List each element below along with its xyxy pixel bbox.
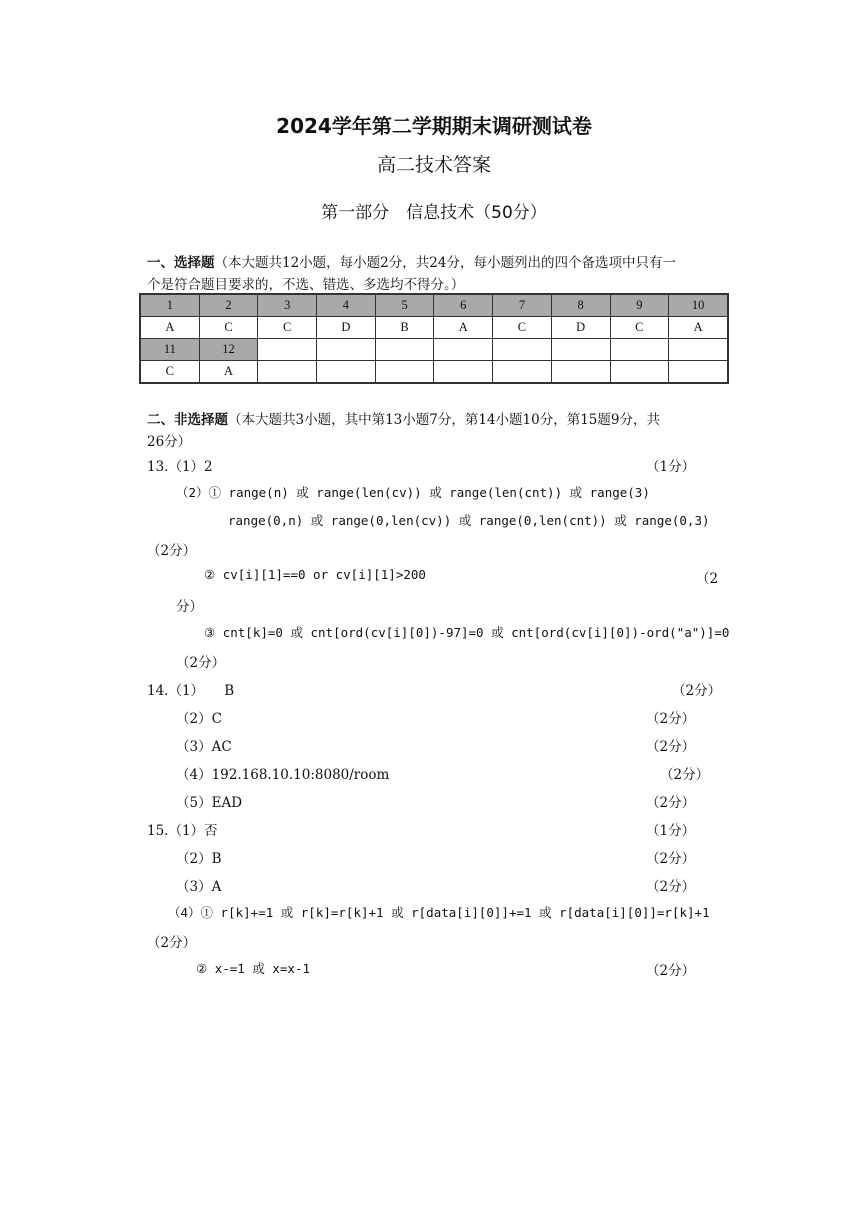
section2-desc-line2: 26分） <box>147 434 192 450</box>
table-row <box>141 339 728 361</box>
answer-cell <box>317 361 376 383</box>
answer-cell: A <box>141 317 200 339</box>
q15-line6-score: （2分） <box>646 963 696 979</box>
q15-line2-score: （2分） <box>646 851 696 867</box>
question-number-cell: 12 <box>199 339 258 361</box>
answer-cell <box>551 361 610 383</box>
question-number-cell: 8 <box>551 295 610 317</box>
section1-desc-line2: 个是符合题目要求的，不选、错选、多选均不得分。） <box>147 277 465 293</box>
answer-cell <box>258 361 317 383</box>
q14-line2: （2）C <box>176 711 222 727</box>
q14-line5: （5）EAD <box>176 795 243 811</box>
answer-cell: C <box>610 317 669 339</box>
question-number-cell: 1 <box>141 295 200 317</box>
answer-cell: D <box>317 317 376 339</box>
table-row <box>141 295 728 317</box>
q15-line1-score: （1分） <box>646 823 696 839</box>
answer-cell <box>375 361 434 383</box>
q13-line3: range(0,n) 或 range(0,len(cv)) 或 range(0,len(cnt)) 或 range(0,3) <box>228 513 710 528</box>
exam-subtitle: 高二技术答案 <box>376 154 491 176</box>
q13-line1: 13.（1）2 <box>147 459 213 475</box>
q14-line3: （3）AC <box>176 739 232 755</box>
question-number-cell: 7 <box>493 295 552 317</box>
question-number-cell <box>610 339 669 361</box>
question-number-cell: 11 <box>141 339 200 361</box>
section2-desc-line1: （本大题共3小题，其中第13小题7分，第14小题10分，第15题9分，共 <box>228 412 660 428</box>
answer-cell <box>493 361 552 383</box>
q14-line4-score: （2分） <box>660 767 710 783</box>
answer-cell: A <box>434 317 493 339</box>
q15-line5: （2分） <box>147 935 197 951</box>
answer-cell: A <box>199 361 258 383</box>
answer-cell: C <box>141 361 200 383</box>
q13-line4: （2分） <box>147 543 197 559</box>
answer-cell: C <box>258 317 317 339</box>
question-number-cell <box>375 339 434 361</box>
part-heading: 第一部分 信息技术（50分） <box>321 203 547 223</box>
answer-cell: B <box>375 317 434 339</box>
question-number-cell: 4 <box>317 295 376 317</box>
q14-line1: 14.（1） B <box>147 683 235 699</box>
q15-line6: ② x-=1 或 x=x-1 <box>196 961 311 976</box>
q13-line8: （2分） <box>176 655 226 671</box>
q13-line7: ③ cnt[k]=0 或 cnt[ord(cv[i][0])-97]=0 或 cnt[ord(cv[i][0])-ord("a")]=0 <box>204 625 730 640</box>
question-number-cell: 3 <box>258 295 317 317</box>
q14-line2-score: （2分） <box>646 711 696 727</box>
q13-line2: （2）① range(n) 或 range(len(cv)) 或 range(len(cnt)) 或 range(3) <box>176 485 650 500</box>
answer-cell <box>434 361 493 383</box>
section1-description <box>147 251 676 271</box>
q14-line4: （4）192.168.10.10:8080/room <box>176 767 390 783</box>
question-number-cell <box>493 339 552 361</box>
section2-description <box>147 408 660 428</box>
table-row <box>141 361 728 383</box>
question-number-cell: 6 <box>434 295 493 317</box>
q13-line5: ② cv[i][1]==0 or cv[i][1]>200 <box>204 567 426 582</box>
question-number-cell: 5 <box>375 295 434 317</box>
question-number-cell <box>669 339 728 361</box>
q14-line1-score: （2分） <box>672 683 722 699</box>
q15-line2: （2）B <box>176 851 222 867</box>
q13-line5-score: （2 <box>696 571 719 587</box>
exam-title: 2024学年第二学期期末调研测试卷 <box>276 114 592 138</box>
answer-cell: A <box>669 317 728 339</box>
answer-cell <box>669 361 728 383</box>
answer-cell: C <box>199 317 258 339</box>
answer-cell: C <box>493 317 552 339</box>
q14-line3-score: （2分） <box>646 739 696 755</box>
q14-line5-score: （2分） <box>646 795 696 811</box>
section2-heading: 二、非选择题 <box>147 412 228 428</box>
section1-desc-line1: （本大题共12小题，每小题2分，共24分，每小题列出的四个备选项中只有一 <box>214 255 676 271</box>
answer-cell: D <box>551 317 610 339</box>
table-row <box>141 317 728 339</box>
question-number-cell: 10 <box>669 295 728 317</box>
q13-line6: 分） <box>176 599 203 615</box>
q15-line3: （3）A <box>176 879 222 895</box>
question-number-cell <box>258 339 317 361</box>
q13-line1-score: （1分） <box>646 459 696 475</box>
answer-cell <box>610 361 669 383</box>
section1-heading: 一、选择题 <box>147 255 215 271</box>
q15-line3-score: （2分） <box>646 879 696 895</box>
question-number-cell <box>434 339 493 361</box>
question-number-cell <box>317 339 376 361</box>
q15-line4: （4）① r[k]+=1 或 r[k]=r[k]+1 或 r[data[i][0]]+=1 或 r[data[i][0]]=r[k]+1 <box>168 905 710 920</box>
question-number-cell <box>551 339 610 361</box>
question-number-cell: 2 <box>199 295 258 317</box>
question-number-cell: 9 <box>610 295 669 317</box>
answer-table <box>140 294 728 383</box>
q15-line1: 15.（1）否 <box>147 823 218 839</box>
